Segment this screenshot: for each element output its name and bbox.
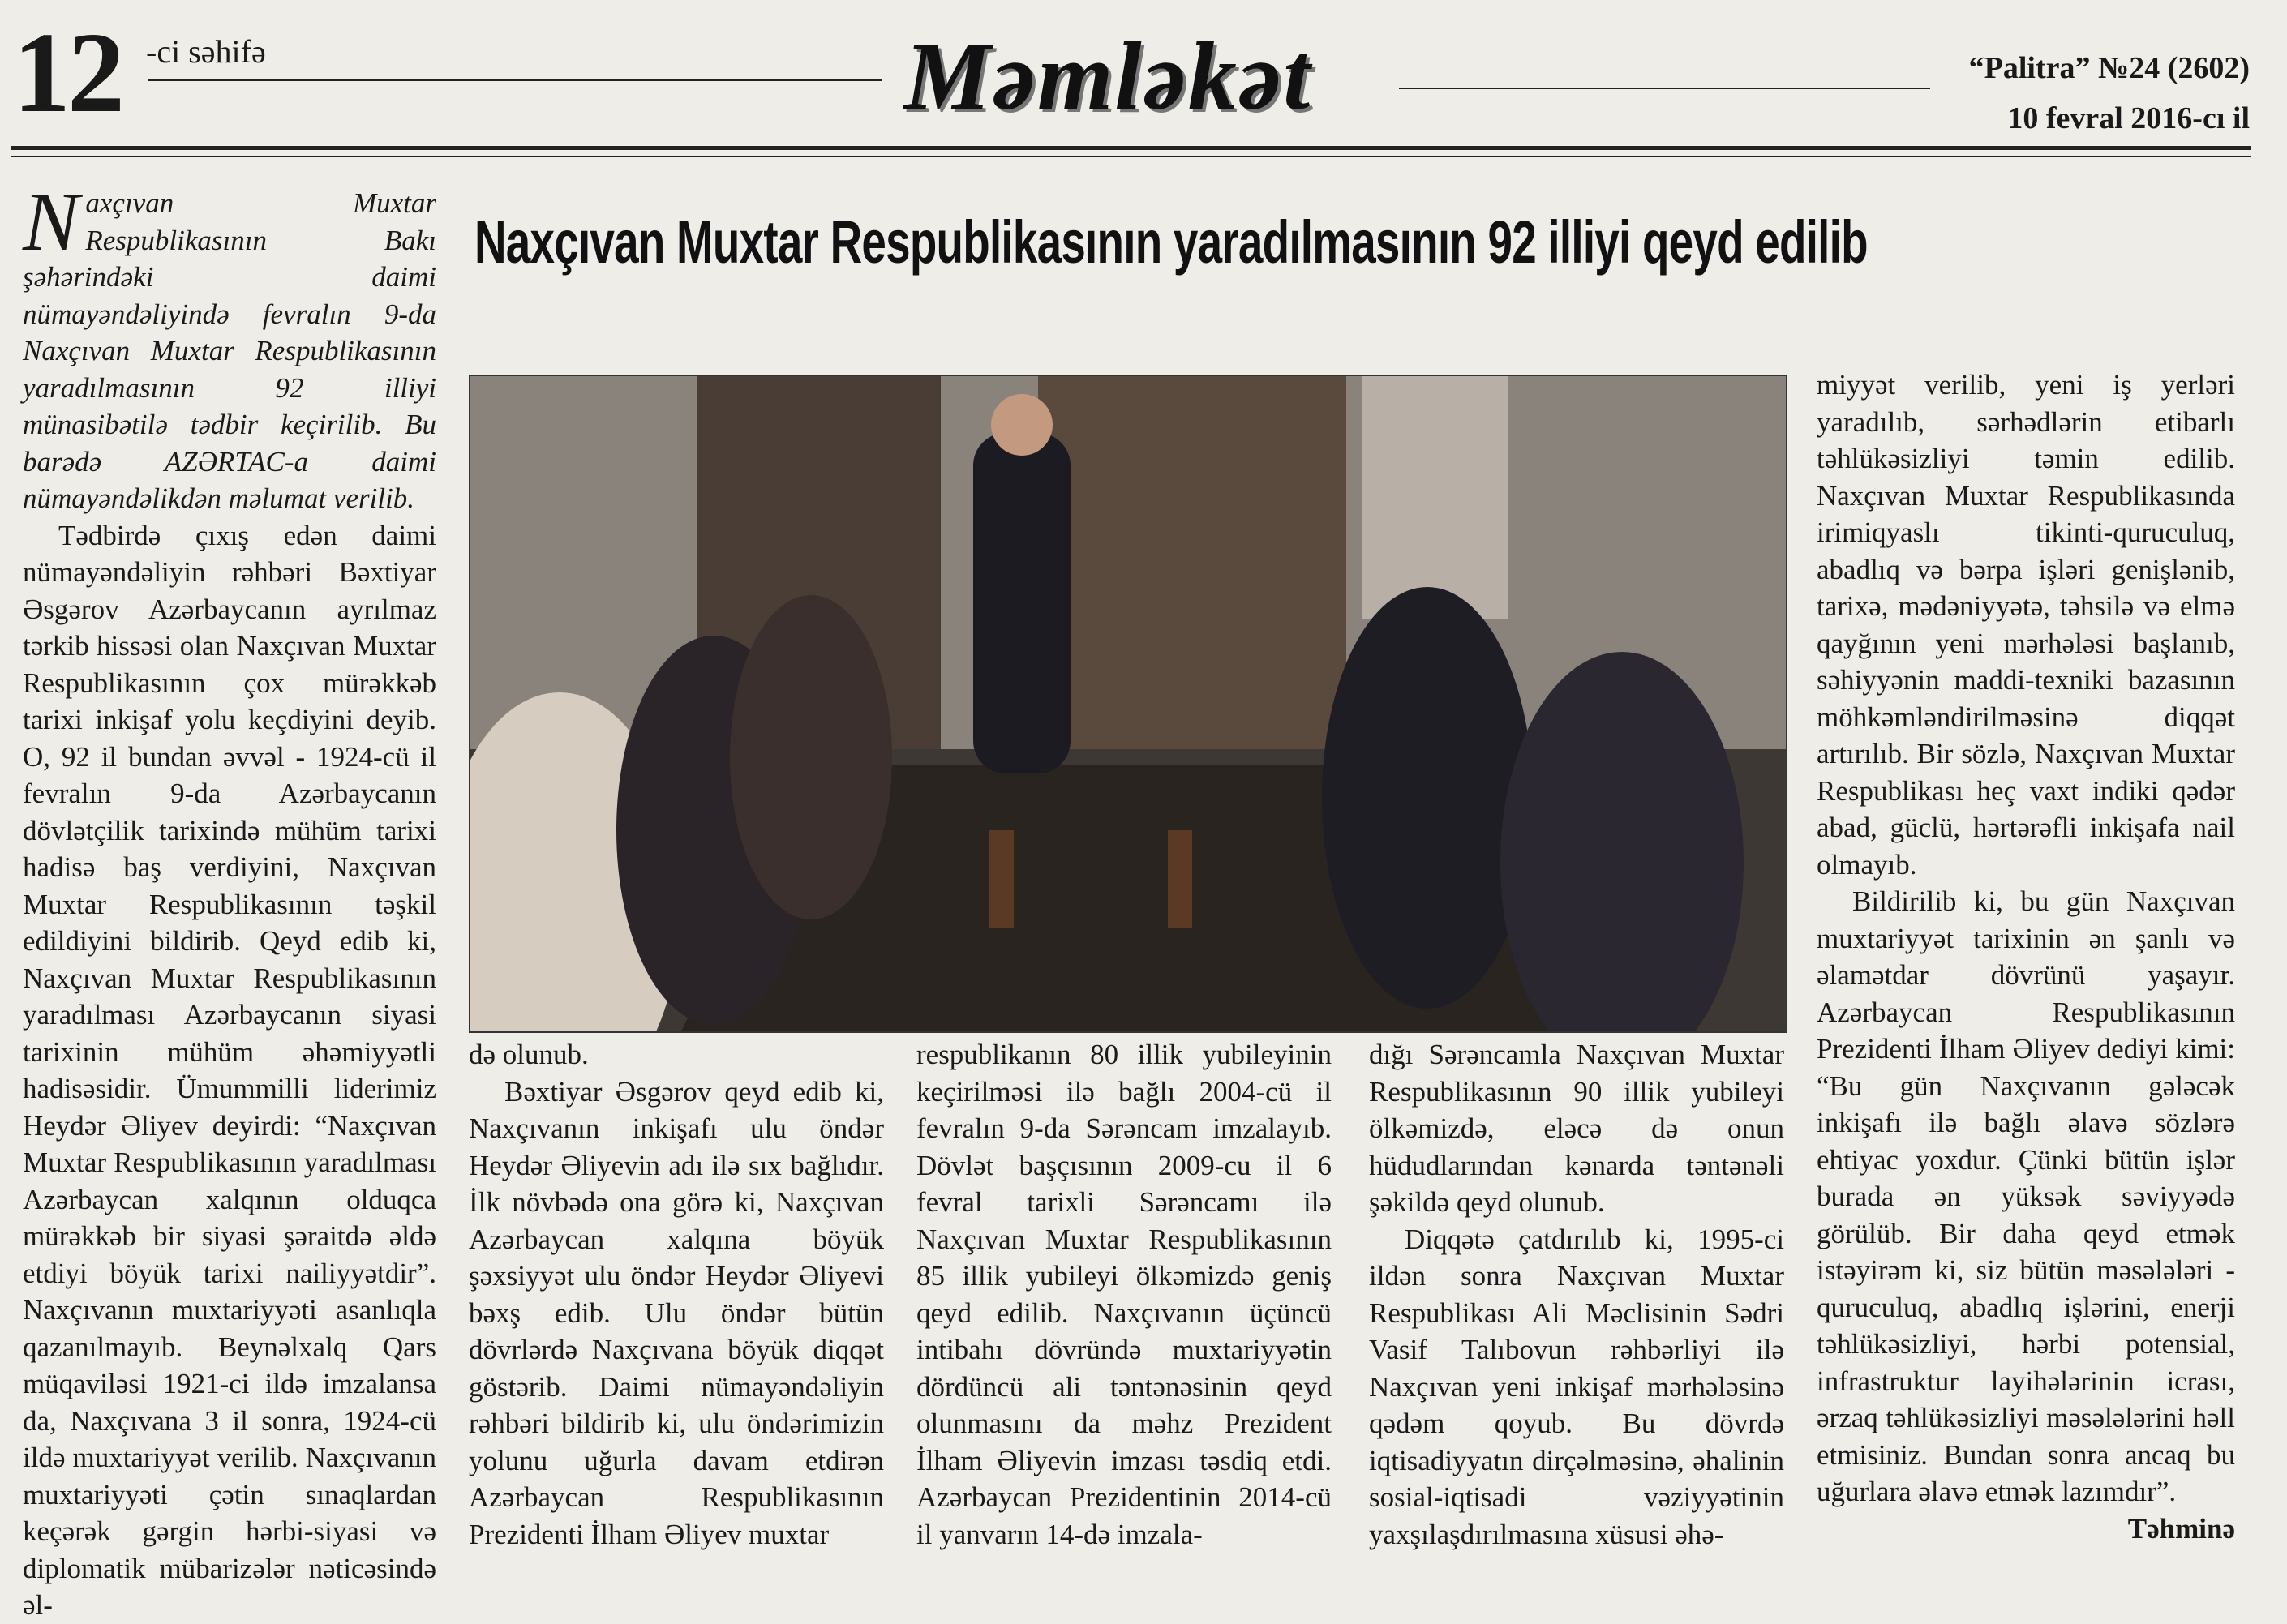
page-number: 12 — [13, 8, 122, 136]
column-3 — [916, 1036, 1332, 1553]
meeting-photo — [470, 376, 1786, 1031]
col4-paragraph-2: Diqqətə çatdırılıb ki, 1995-ci ildən sonra Naxçıvan Muxtar Respublikası Ali Məclisinin Sədri Vasif Talıbovun rəhbərliyi ilə Naxçıvan yeni inkişaf mərhələsinə qədəm qoyub. Bu dövrdə iqtisadiyyatın dirçəlməsinə, əhalinin sosial-iqtisadi vəziyyətinin yaxşılaşdırılmasına xüsusi əhə- — [1369, 1223, 1784, 1550]
col5-paragraph-2: Bildirilib ki, bu gün Naxçıvan muxtariyyət tarixinin ən şanlı və əlamətdar dövrünü yaşayır. Azərbaycan Respublikasının Prezidenti İlham Əliyev dediyi kimi: “Bu gün Naxçıvanın gələcək inkişafı ilə bağlı əlavə sözlərə ehtiyac yoxdur. Çünki bütün işlər burada ən yüksək səviyyədə görülüb. Bir daha qeyd etmək istəyirəm ki, siz bütün məsələləri - quruculuq, abadlıq işlərini, enerji təhlükəsizliyi, hərbi potensial, infrastruktur layihələrinin icrası, ərzaq təhlükəsizliyi məsələlərini həll etmisiniz. Bundan sonra ancaq bu uğurlara əlavə etmək lazımdır”. — [1817, 885, 2235, 1507]
photo-window — [1362, 376, 1508, 619]
page-suffix: -ci səhifə — [146, 33, 266, 70]
author-signature: Təhminə — [2127, 1512, 2235, 1545]
dropcap: N — [23, 175, 79, 268]
masthead-bottom-rule — [11, 146, 2251, 150]
col1-paragraph: Tədbirdə çıxış edən daimi nümayəndəliyin rəhbəri Bəxtiyar Əsgərov Azərbaycanın ayrılmaz tərkib hissəsi olan Naxçıvan Muxtar Respublikasının çox mürəkkəb tarixi inkişaf yolu keçdiyini deyib. O, 92 il bundan əvvəl - 1924-cü il fevralın 9-da Azərbaycanın dövlətçilik tarixində mühüm tarixi hadisə baş verdiyini, Naxçıvan Muxtar Respublikasının təşkil edildiyini bildirib. Qeyd edib ki, Naxçıvan Muxtar Respublikasının yaradılması Azərbaycanın siyasi tarixinin mühüm əhəmiyyətli hadisəsidir. Ümummilli liderimiz Heydər Əliyev deyirdi: “Naxçıvan Muxtar Respublikasının yaradılması Azərbaycan xalqının olduqca mürəkkəb bir siyasi şəraitdə əldə etdiyi böyük tarixi nailiyyətdir”. Naxçıvanın muxtariyyəti asanlıqla qazanılmayıb. Beynəlxalq Qars müqaviləsi 1921-ci ildə imzalansa da, Naxçıvana 3 il sonra, 1924-cü ildə muxtariyyət verilib. Naxçıvanın muxtariyyəti çətin sınaqlardan keçərək gərgin hərbi-siyasi və diplomatik mübarizələr nəticəsində əl- — [23, 519, 436, 1621]
photo-standing-head — [991, 394, 1053, 456]
photo-standing-man — [973, 433, 1071, 773]
lead-paragraph — [23, 175, 436, 517]
lead-text: axçıvan Muxtar Respublikasının Bakı şəhərindəki daimi nümayəndəliyində fevralın 9-da Naxçıvan Muxtar Respublikasının yaradılmasının 92 illiyi münasibətilə tədbir keçirilib. Bu barədə AZƏRTAC-a daimi nümayəndəlikdən məlumat verilib. — [23, 187, 436, 514]
column-1 — [23, 175, 436, 1624]
masthead-rule-right — [1399, 88, 1930, 89]
masthead-rule-left — [148, 79, 882, 81]
column-5 — [1817, 366, 2235, 1547]
col2-continuation: də olunub. — [469, 1039, 589, 1070]
section-title: Məmləkət — [904, 22, 1312, 130]
photo-person-left-3 — [730, 595, 892, 919]
masthead-bottom-rule-thin — [11, 156, 2251, 157]
col4-paragraph-1: dığı Sərəncamla Naxçıvan Muxtar Respublikasının 90 illik yubileyi ölkəmizdə, eləcə də onun hüdudlarından kənarda təntənəli şəkildə qeyd olunub. — [1369, 1039, 1784, 1218]
photo-cabinet — [1038, 376, 1346, 749]
article-photo — [469, 375, 1787, 1033]
col5-paragraph-1: miyyət verilib, yeni iş yerləri yaradılıb, sərhədlərin etibarlı təhlükəsizliyi təmin edilib. Naxçıvan Muxtar Respublikasında irimiqyaslı tikinti-quruculuq, abadlıq və bərpa işləri genişlənib, tarixə, mədəniyyətə, təhsilə və elmə qayğının yeni mərhələsi başlanıb, səhiyyənin maddi-texniki bazasının möhkəmləndirilməsinə diqqət artırılıb. Bir sözlə, Naxçıvan Muxtar Respublikası heç vaxt indiki qədər abad, güclü, hərtərəfli inkişafa nail olmayıb. — [1817, 369, 2235, 881]
photo-bottle-2 — [1168, 830, 1192, 928]
column-4 — [1369, 1036, 1784, 1553]
photo-bottle — [989, 830, 1014, 928]
col2-paragraph: Bəxtiyar Əsgərov qeyd edib ki, Naxçıvanın inkişafı ulu öndər Heydər Əliyevin adı ilə sıx bağlıdır. İlk növbədə ona görə ki, Naxçıvan Azərbaycan xalqına böyük şəxsiyyət ulu öndər Heydər Əliyevi bəxş edib. Ulu öndər bütün dövrlərdə Naxçıvana böyük diqqət göstərib. Daimi nümayəndəliyin rəhbəri bildirib ki, ulu öndərimizin yolunu uğurla davam etdirən Azərbaycan Respublikasının Prezidenti İlham Əliyev muxtar — [469, 1075, 884, 1550]
issue-date: 10 fevral 2016-cı il — [2007, 101, 2250, 135]
photo-person-right — [1322, 587, 1533, 1009]
col3-paragraph: respublikanın 80 illik yubileyinin keçirilməsi ilə bağlı 2004-cü il fevralın 9-da Sərəncam imzalayıb. Dövlət başçısının 2009-cu il 6 fevral tarixli Sərəncamı ilə Naxçıvan Muxtar Respublikasının 85 illik yubileyi ölkəmizdə geniş qeyd edilib. Naxçıvanın üçüncü intibahı dövründə muxtariyyətin dördüncü ali təntənəsinin qeyd olunmasını da məhz Prezident İlham Əliyevin imzası təsdiq etdi. Azərbaycan Prezidentinin 2014-cü il yanvarın 14-də imzala- — [916, 1039, 1332, 1550]
issue-number: “Palitra” №24 (2602) — [1968, 51, 2250, 85]
article-headline: Naxçıvan Muxtar Respublikasının yaradılmasının 92 illiyi qeyd edilib — [474, 208, 1868, 276]
column-2 — [469, 1036, 884, 1553]
